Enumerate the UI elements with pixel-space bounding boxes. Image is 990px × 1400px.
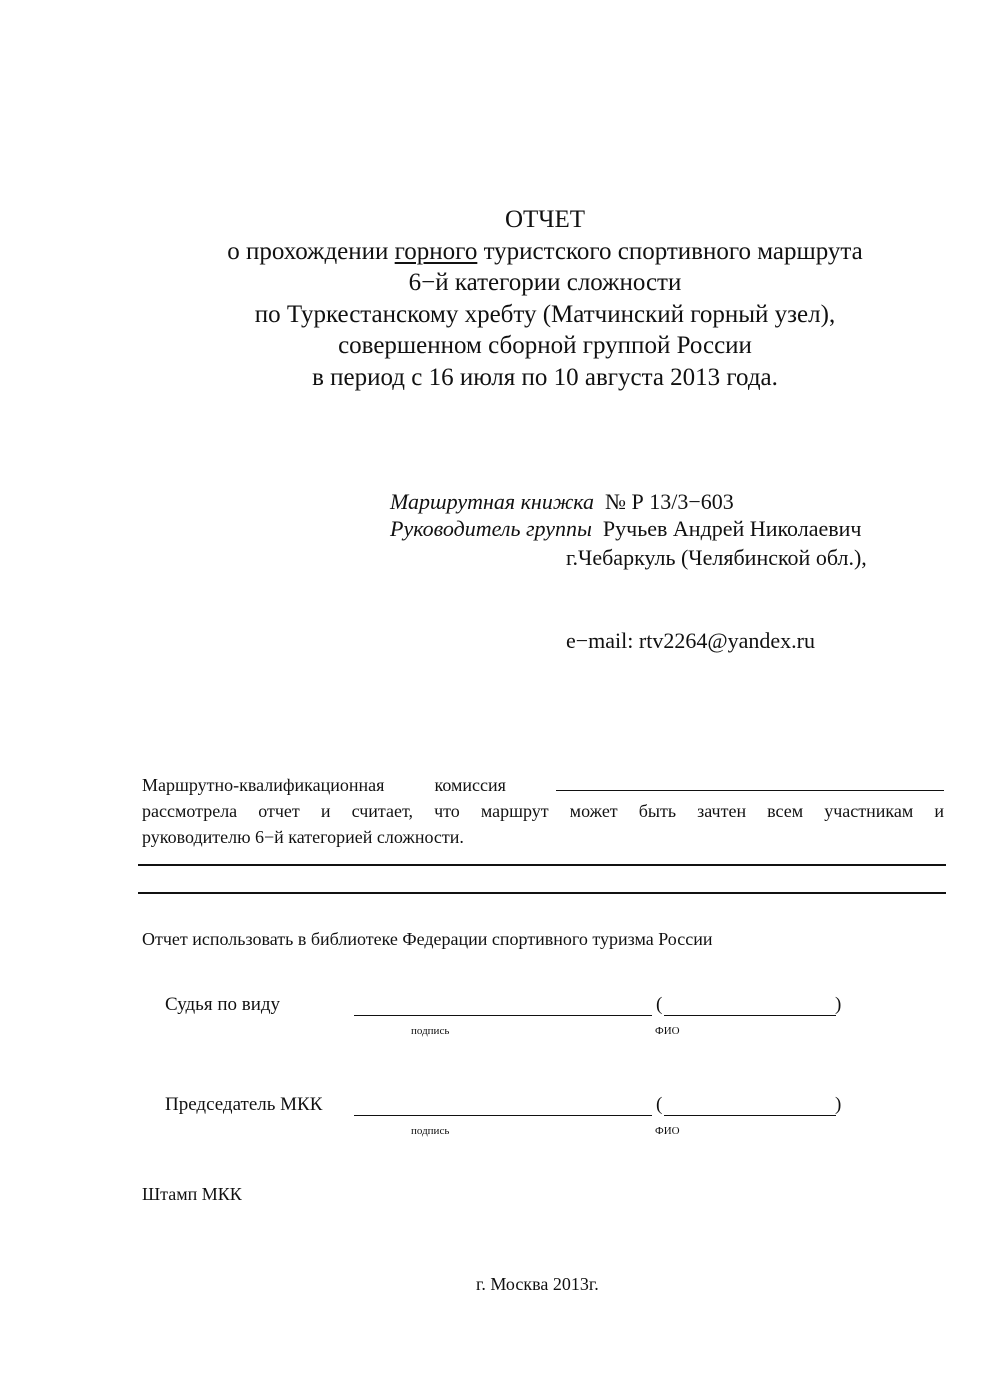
chairman-paren-open: ( bbox=[656, 1094, 663, 1115]
leader-city: г.Чебаркуль (Челябинской обл.), bbox=[566, 545, 867, 570]
chairman-name-line bbox=[664, 1115, 836, 1116]
commission-line-2-word: рассмотрела bbox=[142, 801, 238, 821]
route-book-label: Маршрутная книжка bbox=[390, 489, 595, 514]
leader-name: Ручьев Андрей Николаевич bbox=[602, 516, 862, 541]
commission-word-1: Маршрутно-квалификационная bbox=[142, 775, 385, 795]
leader-email: e−mail: rtv2264@yandex.ru bbox=[566, 628, 815, 653]
stamp-label: Штамп МКК bbox=[142, 1184, 242, 1204]
commission-line-2-word: и bbox=[934, 801, 944, 821]
report-title bbox=[100, 204, 990, 393]
chairman-label: Председатель МКК bbox=[165, 1094, 323, 1115]
commission-line-1 bbox=[142, 772, 944, 798]
commission-line-2-word: отчет bbox=[258, 801, 300, 821]
judge-signature-line bbox=[354, 1015, 652, 1016]
leader-label: Руководитель группы bbox=[390, 516, 592, 541]
commission-line-2-word: быть bbox=[638, 801, 677, 821]
commission-paragraph bbox=[142, 772, 944, 850]
commission-line-2-word: что bbox=[434, 801, 460, 821]
judge-label: Судья по виду bbox=[165, 994, 281, 1015]
judge-name-line bbox=[664, 1015, 836, 1016]
commission-line-2 bbox=[142, 798, 944, 824]
title-line-1: ОТЧЕТ bbox=[504, 206, 586, 233]
comment-line-2 bbox=[138, 892, 946, 894]
commission-line-2-word: считает, bbox=[351, 801, 413, 821]
chairman-paren-close: ) bbox=[835, 1094, 842, 1115]
commission-line-3: руководителю 6−й категорией сложности. bbox=[142, 827, 464, 847]
title-line-2 bbox=[100, 236, 990, 268]
chairman-signature-caption: подпись bbox=[411, 1125, 450, 1137]
commission-line-2-word: зачтен bbox=[697, 801, 747, 821]
chairman-name-caption: ФИО bbox=[655, 1125, 680, 1137]
judge-name-caption: ФИО bbox=[655, 1025, 680, 1037]
route-book bbox=[390, 489, 734, 515]
title-line-2-post: туристского спортивного маршрута bbox=[477, 237, 863, 265]
judge-paren-open: ( bbox=[656, 994, 663, 1015]
comment-line-1 bbox=[138, 864, 946, 866]
commission-line-2-word: может bbox=[569, 801, 618, 821]
judge-paren-close: ) bbox=[835, 994, 842, 1015]
judge-signature-caption: подпись bbox=[411, 1025, 450, 1037]
commission-line-2-word: всем bbox=[767, 801, 804, 821]
library-note: Отчет использовать в библиотеке Федерации спортивного туризма России bbox=[142, 929, 713, 949]
commission-line-2-word: маршрут bbox=[480, 801, 549, 821]
title-line-3: 6−й категории сложности bbox=[408, 269, 682, 296]
title-line-6: в период с 16 июля по 10 августа 2013 года. bbox=[312, 363, 778, 391]
commission-line-2-word: и bbox=[320, 801, 331, 821]
chairman-signature-line bbox=[354, 1115, 652, 1116]
title-line-2-underlined: горного bbox=[394, 237, 478, 265]
footer-city-year: г. Москва 2013г. bbox=[476, 1274, 599, 1294]
route-book-number: № Р 13/3−603 bbox=[605, 489, 734, 514]
commission-line-2-word: участникам bbox=[824, 801, 914, 821]
group-leader bbox=[390, 516, 861, 542]
title-line-2-pre: о прохождении bbox=[227, 237, 395, 265]
commission-word-2: комиссия bbox=[434, 775, 506, 795]
title-line-5: совершенном сборной группой России bbox=[338, 332, 752, 359]
title-line-4: по Туркестанскому хребту (Матчинский горный узел), bbox=[254, 300, 836, 328]
commission-name-blank bbox=[556, 772, 944, 791]
